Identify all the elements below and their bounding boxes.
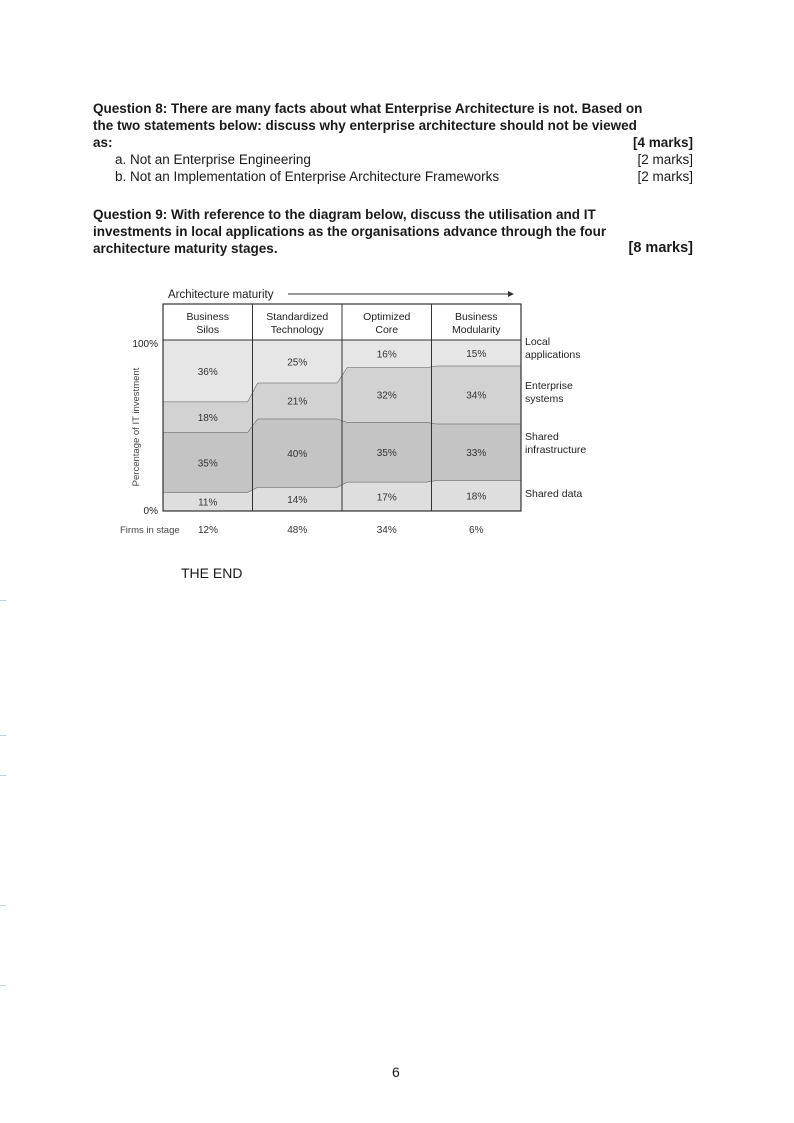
stage-header-line-2: Modularity [452,324,501,336]
item-a-marks: [2 marks] [637,152,693,167]
question-9-line-1: Question 9: With reference to the diagram below, discuss the utilisation and IT [93,207,596,222]
question-8-line-2: the two statements below: discuss why enterprise architecture should not be viewed [93,118,637,133]
data-label: 34% [466,390,487,402]
data-label: 40% [287,448,308,460]
architecture-maturity-chart [0,282,794,582]
edge-mark [0,775,6,776]
data-label: 25% [287,357,308,369]
item-a-label: a. Not an Enterprise Engineering [115,152,311,167]
question-8-line-1: Question 8: There are many facts about what Enterprise Architecture is not. Based on [93,101,643,116]
page-number: 6 [392,1064,400,1080]
data-label: 35% [376,448,397,460]
stage-header-line-1: Optimized [363,311,411,323]
firms-in-stage-value: 34% [376,525,397,536]
firms-in-stage-value: 48% [287,525,308,536]
stage-header-line-2: Core [375,324,399,336]
y-axis-label: Percentage of IT investment [131,367,142,487]
maturity-arrow-head-icon [508,291,514,297]
item-b-marks: [2 marks] [637,169,693,184]
data-label: 14% [287,495,308,507]
question-9 [93,206,693,257]
question-8-marks: [4 marks] [632,135,693,150]
question-8 [93,100,693,185]
data-label: 11% [198,497,218,509]
data-label: 16% [376,349,397,361]
data-label: 18% [466,491,487,503]
stage-header-line-2: Technology [270,324,324,336]
item-b-label: b. Not an Implementation of Enterprise Architecture Frameworks [115,169,500,184]
the-end-text: THE END [181,565,243,581]
edge-mark [0,985,6,986]
data-label: 32% [376,390,397,402]
data-label: 18% [197,412,218,424]
legend-line-2: systems [525,393,564,405]
data-label: 17% [376,492,397,504]
question-8-item-a [93,151,693,168]
y-tick-bottom: 0% [143,506,158,517]
firms-in-stage-value: 12% [197,525,219,536]
legend-line-1: Enterprise [525,380,573,392]
legend-line-1: Shared data [525,488,583,500]
data-label: 33% [466,448,487,460]
legend-line-1: Shared [525,431,559,443]
question-9-line-3: architecture maturity stages. [93,241,278,256]
data-label: 15% [466,348,487,360]
firms-in-stage-value: 6% [469,525,484,536]
edge-mark [0,735,6,736]
legend-line-2: applications [525,349,581,361]
data-label: 21% [287,396,308,408]
question-8-item-b [93,168,693,185]
data-label: 36% [197,366,218,378]
edge-mark [0,600,6,601]
question-9-marks: [8 marks] [628,240,693,256]
question-8-line-3: as: [93,135,113,150]
edge-mark [0,905,6,906]
firms-in-stage-label: Firms in stage [120,525,180,536]
y-tick-top: 100% [132,339,158,350]
stage-header-line-1: Business [186,311,230,323]
stage-header-line-1: Standardized [266,311,329,323]
legend-line-1: Local [525,336,551,348]
chart-title: Architecture maturity [168,289,274,301]
stage-header-line-1: Business [454,311,498,323]
data-label: 35% [197,458,218,470]
question-9-line-2: investments in local applications as the organisations advance through the four [93,224,607,239]
legend-line-2: infrastructure [525,444,587,456]
stage-header-line-2: Silos [196,324,220,336]
